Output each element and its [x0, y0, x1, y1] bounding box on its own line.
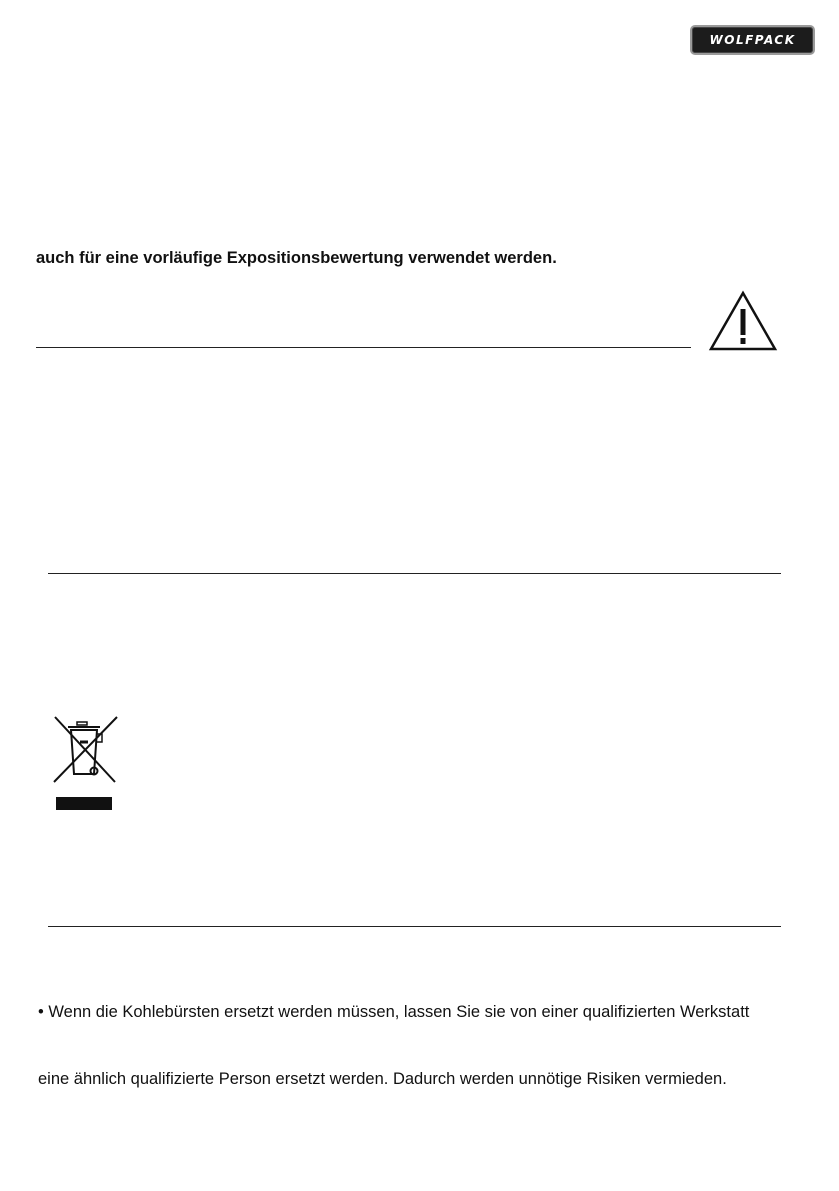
wolfpack-logo — [690, 25, 815, 55]
section-divider — [48, 573, 781, 574]
carbon-brush-instruction-line-1: • Wenn die Kohlebürsten ersetzt werden müssen, lassen Sie sie von einer qualifizierten Werkstatt — [38, 1003, 750, 1021]
warning-triangle-icon — [708, 290, 778, 352]
exposure-assessment-text: auch für eine vorläufige Expositionsbewertung verwendet werden. — [36, 249, 557, 267]
logo-text: WOLFPACK — [709, 33, 796, 47]
carbon-brush-instruction-line-2: eine ähnlich qualifizierte Person ersetzt werden. Dadurch werden unnötige Risiken vermieden. — [38, 1070, 727, 1088]
section-divider — [48, 926, 781, 927]
crossed-out-wheelie-bin-icon — [52, 714, 120, 812]
section-divider — [36, 347, 691, 348]
